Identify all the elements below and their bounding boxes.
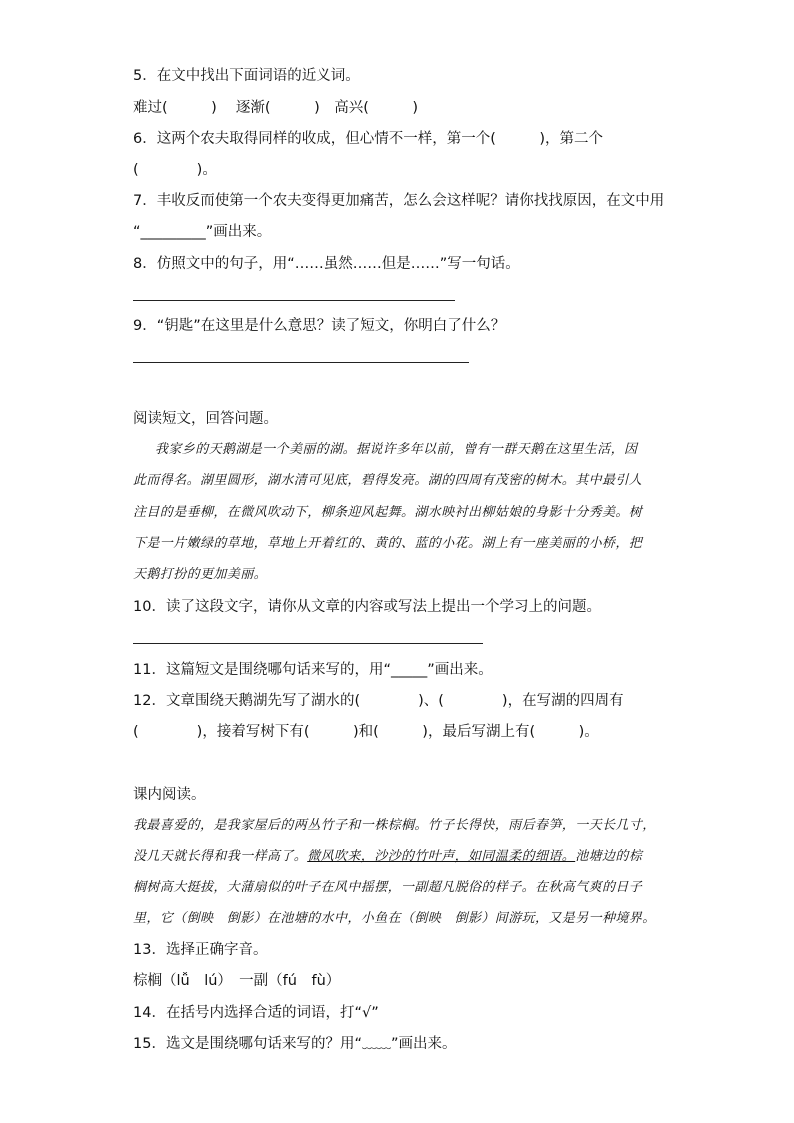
passage3-line-3: 榈树高大挺拔，大蒲扇似的叶子在风中摇摆，一副超凡脱俗的样子。在秋高气爽的日子 [133,880,643,895]
passage3-text: 池塘边的棕 [575,849,643,864]
passage3-line-2 [133,847,642,867]
passage3-line-1: 我最喜爱的，是我家屋后的两丛竹子和一株棕榈。竹子长得快，雨后春笋，一天长几寸， [133,818,656,833]
passage3-line-4: 里，它（倒映 倒影）在池塘的水中，小鱼在（倒映 倒影）间游玩，又是另一种境界。 [133,911,656,926]
passage2-line-1: 我家乡的天鹅湖是一个美丽的湖。据说许多年以前，曾有一群天鹅在这里生活，因 [155,442,638,457]
q14-prompt: 14．在括号内选择合适的词语，打“√” [133,1005,379,1021]
passage2-line-3: 注目的是垂柳，在微风吹动下，柳条迎风起舞。湖水映衬出柳姑娘的身影十分秀美。树 [133,505,643,520]
q12-prompt-cont: ( )，接着写树下有( )和( )，最后写湖上有( )。 [133,724,599,740]
q6-prompt: 6．这两个农夫取得同样的收成，但心情不一样，第一个( )，第二个 [133,131,604,147]
q5-prompt: 5．在文中找出下面词语的近义词。 [133,68,360,84]
q6-prompt-cont: ( )。 [133,162,217,178]
q13-items: 棕榈（lǚ lú） 一副（fú fù） [133,973,341,989]
q7-prompt-cont: “_________”画出来。 [133,224,272,240]
underlined-sentence: 微风吹来，沙沙的竹叶声，如同温柔的细语。 [307,849,576,864]
q8-prompt: 8．仿照文中的句子，用“……虽然……但是……”写一句话。 [133,256,520,272]
section3-title: 课内阅读。 [133,787,206,803]
q12-prompt: 12．文章围绕天鹅湖先写了湖水的( )、( )，在写湖的四周有 [133,693,624,709]
q15-prompt: 15．选文是围绕哪句话来写的？用“﹏﹏”画出来。 [133,1036,457,1052]
passage3-text: 没几天就长得和我一样高了。 [133,849,308,864]
q7-prompt: 7．丰收反而使第一个农夫变得更加痛苦，怎么会这样呢？请你找找原因，在文中用 [133,193,665,209]
q10-answer-line[interactable] [133,643,483,644]
q8-answer-line[interactable] [133,300,455,301]
section2-title: 阅读短文，回答问题。 [133,411,278,427]
q9-prompt: 9．“钥匙”在这里是什么意思？读了短文，你明白了什么？ [133,318,506,334]
passage2-line-2: 此而得名。湖里圆形，湖水清可见底，碧得发亮。湖的四周有茂密的树木。其中最引人 [133,473,643,488]
q13-prompt: 13．选择正确字音。 [133,942,268,958]
passage2-line-5: 天鹅打扮的更加美丽。 [133,567,268,582]
q9-answer-line[interactable] [133,362,469,363]
q5-words: 难过( ) 逐渐( ) 高兴( ) [133,100,419,116]
q11-prompt: 11．这篇短文是围绕哪句话来写的，用“_____”画出来。 [133,662,493,678]
passage2-line-4: 下是一片嫩绿的草地，草地上开着红的、黄的、蓝的小花。湖上有一座美丽的小桥，把 [133,536,643,551]
q10-prompt: 10．读了这段文字，请你从文章的内容或写法上提出一个学习上的问题。 [133,599,601,615]
